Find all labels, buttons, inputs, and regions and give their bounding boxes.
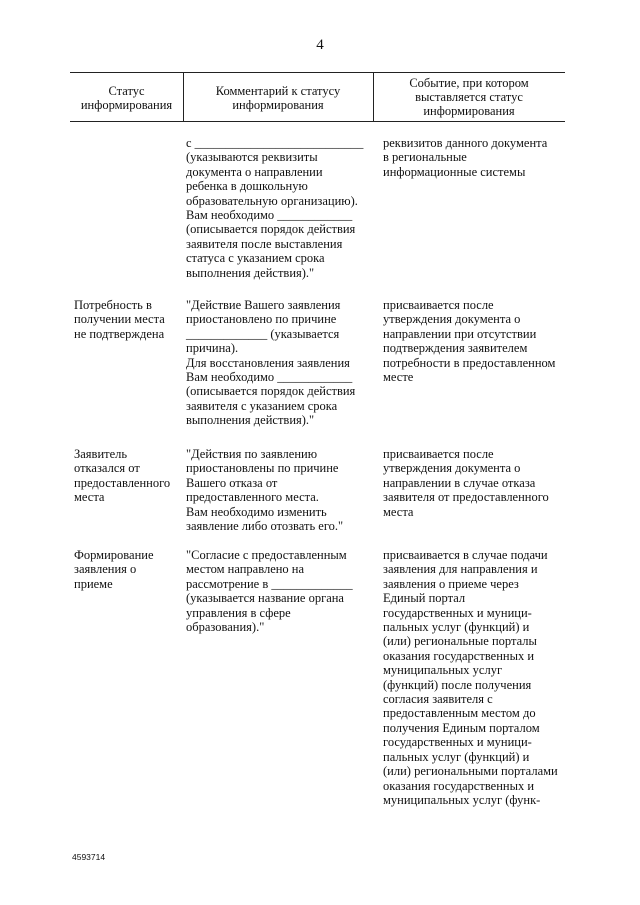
row-0-event: реквизитов данного документа в региональные информационные системы bbox=[383, 136, 548, 179]
table-header-rule bbox=[70, 121, 565, 122]
row-2-event: присваивается после утверждения документа о направлении в случае отказа заявителя от предоставленного места bbox=[383, 447, 549, 519]
row-3-comment: "Согласие с предоставленным местом направлено на рассмотрение в _____________ (указывается название органа управления в сфере образования)." bbox=[186, 548, 353, 635]
header-comment: Комментарий к статусу информирования bbox=[215, 84, 341, 112]
row-3-status: Формирование заявления о приеме bbox=[74, 548, 154, 591]
row-2-status: Заявитель отказался от предоставленного места bbox=[74, 447, 171, 505]
row-0-comment: с ___________________________ (указываются реквизиты документа о направлении ребенка в дошкольную образовательную организацию). Вам необходимо ____________ (описывается порядок действия заявителя после выставления статуса с указанием срока выполнения действия)." bbox=[186, 136, 364, 280]
footer-code: 4593714 bbox=[72, 852, 106, 862]
row-1-status: Потребность в получении места не подтверждена bbox=[74, 298, 165, 341]
row-2-comment: "Действия по заявлению приостановлены по причине Вашего отказа от предоставленного места. Вам необходимо изменить заявление либо отозвать его." bbox=[186, 447, 344, 534]
header-event: Событие, при котором выставляется статус информирования bbox=[409, 76, 529, 118]
table-top-rule bbox=[70, 72, 565, 73]
header-status: Статус информирования bbox=[80, 84, 173, 112]
row-1-comment: "Действие Вашего заявления приостановлено по причине _____________ (указывается причина). Для восстановления заявления Вам необходимо ____________ (описывается порядок действия заявителя с указанием срока выполнения действия)." bbox=[186, 298, 356, 428]
row-3-event: присваивается в случае подачи заявления для направления и заявления о приеме через Единый портал государственных и муници- пальных услуг (функций) и (или) региональные порталы оказания государственных и муниципальных услуг (функций) после получения согласия заявителя с предоставленным местом до получения Единым порталом государственных и муници- пальных услуг (функций) и (или) региональными порталами оказания государственных и муниципальных услуг (функ- bbox=[383, 548, 558, 807]
page-number: 4 bbox=[316, 37, 324, 53]
row-1-event: присваивается после утверждения документа о направлении при отсутствии подтверждения заявителем потребности в предоставленном месте bbox=[383, 298, 556, 385]
